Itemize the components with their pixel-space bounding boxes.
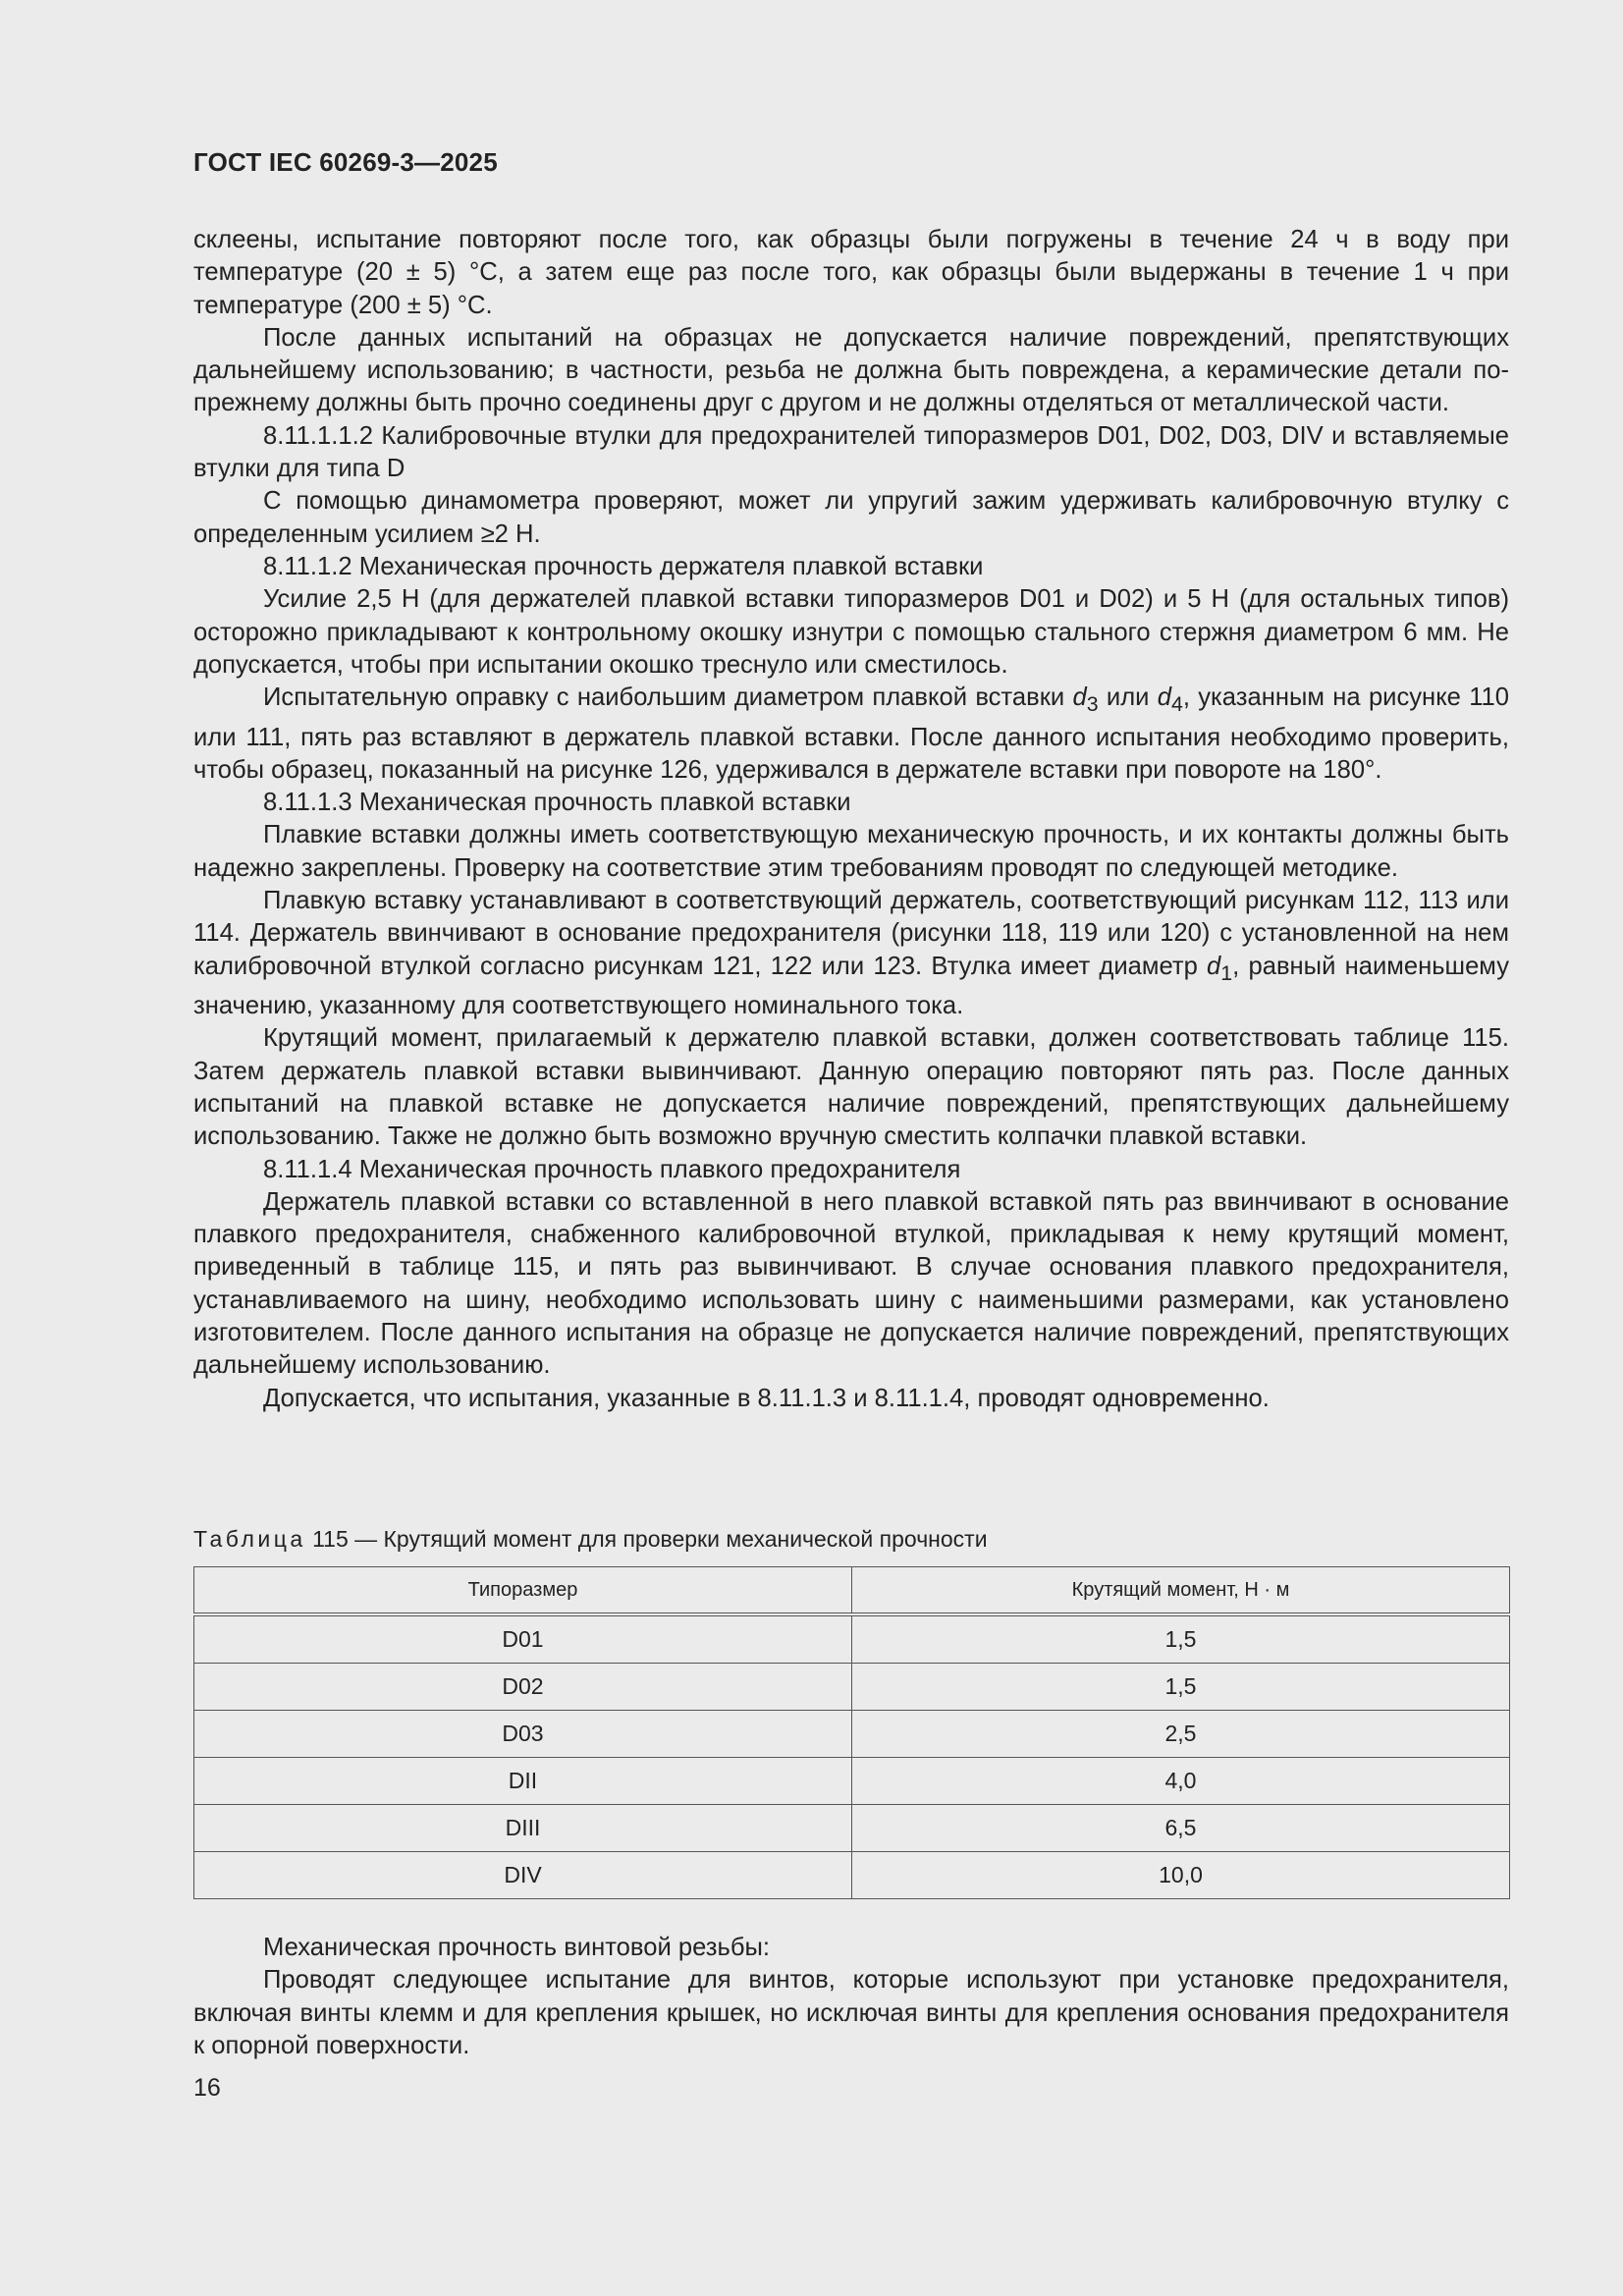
clause-8-11-1-1-2-heading: 8.11.1.1.2 Калибровочные втулки для предохранителей типоразмеров D01, D02, D03, DIV и вставляемые втулки для типа D xyxy=(193,421,1509,483)
cell-torque: 1,5 xyxy=(852,1614,1510,1664)
cell-torque: 1,5 xyxy=(852,1664,1510,1711)
cell-size: D01 xyxy=(194,1614,852,1664)
table-row xyxy=(194,1758,1510,1805)
clause-8-11-1-2-heading: 8.11.1.2 Механическая прочность держателя плавкой вставки xyxy=(263,552,984,580)
cell-torque: 10,0 xyxy=(852,1852,1510,1899)
cell-size: DIII xyxy=(194,1805,852,1852)
cell-size: D03 xyxy=(194,1711,852,1758)
table-caption: Таблица 115 — Крутящий момент для проверки механической прочности xyxy=(193,1526,988,1552)
page-number: 16 xyxy=(193,2074,221,2102)
paragraph-fuse-strength-test: Держатель плавкой вставки со вставленной в него плавкой вставкой пять раз ввинчивают в основание плавкого предохранителя, снабженного калибровочной втулкой, прикладывая к нему крутящий момент, приведенный в таблице 115, и пять раз вывинчивают. В случае основания плавкого предохранителя, устанавливаемого на шину, необходимо использовать шину с наименьшими размерами, как установлено изготовителем. После данного испытания на образце не допускается наличие повреждений, препятствующих дальнейшему использованию. xyxy=(193,1187,1509,1380)
paragraph-screw-thread-heading: Механическая прочность винтовой резьбы: xyxy=(263,1934,770,1961)
paragraph-torque: Крутящий момент, прилагаемый к держателю плавкой вставки, должен соответствовать таблице 115. Затем держатель плавкой вставки вывинчивают. Данную операцию повторяют пять раз. После данных испытаний на плавкой вставке не допускается наличие повреждений, препятствующих дальнейшему использованию. Также не должно быть возможно вручную сместить колпачки плавкой вставки. xyxy=(193,1024,1509,1151)
cell-torque: 6,5 xyxy=(852,1805,1510,1852)
table-row xyxy=(194,1664,1510,1711)
paragraph-screw-test: Проводят следующее испытание для винтов, которые используют при установке предохранителя, включая винты клемм и для крепления крышек, но исключая винты для крепления основания предохранителя к опорной поверхности. xyxy=(193,1966,1509,2059)
table-row xyxy=(194,1852,1510,1899)
paragraph-fuse-link-strength: Плавкие вставки должны иметь соответствующую механическую прочность, и их контакты должны быть надежно закреплены. Проверку на соответствие этим требованиям проводят по следующей методике. xyxy=(193,821,1509,882)
header-torque: Крутящий момент, Н · м xyxy=(852,1567,1510,1615)
clause-8-11-1-3-heading: 8.11.1.3 Механическая прочность плавкой вставки xyxy=(263,789,851,817)
table-row xyxy=(194,1711,1510,1758)
cell-torque: 4,0 xyxy=(852,1758,1510,1805)
cell-size: D02 xyxy=(194,1664,852,1711)
paragraph-force-test: Усилие 2,5 Н (для держателей плавкой вставки типоразмеров D01 и D02) и 5 Н (для остальных типов) осторожно прикладывают к контрольному окошку изнутри с помощью стального стержня диаметром 6 мм. Не допускается, чтобы при испытании окошко треснуло или сместилось. xyxy=(193,585,1509,679)
torque-table xyxy=(193,1566,1510,1899)
clause-8-11-1-4-heading: 8.11.1.4 Механическая прочность плавкого предохранителя xyxy=(263,1155,961,1183)
document-body xyxy=(193,224,1509,1415)
paragraph-simultaneous-tests: Допускается, что испытания, указанные в 8.11.1.3 и 8.11.1.4, проводят одновременно. xyxy=(263,1384,1270,1412)
cell-size: DII xyxy=(194,1758,852,1805)
table-row xyxy=(194,1614,1510,1664)
table-row xyxy=(194,1805,1510,1852)
after-table-text xyxy=(193,1932,1509,2062)
paragraph-damage-requirements: После данных испытаний на образцах не допускается наличие повреждений, препятствующих дальнейшему использованию; в частности, резьба не должна быть повреждена, а керамические детали по-прежнему должны быть прочно соединены друг с другом и не должны отделяться от металлической части. xyxy=(193,323,1509,417)
document-header-title: ГОСТ IEC 60269-3—2025 xyxy=(193,147,498,177)
paragraph-continuation: склеены, испытание повторяют после того, как образцы были погружены в течение 24 ч в воду при температуре (20 ± 5) °С, а затем еще раз после того, как образцы были выдержаны в течение 1 ч при температуре (200 ± 5) °С. xyxy=(193,226,1509,319)
paragraph-dynamometer: С помощью динамометра проверяют, может ли упругий зажим удерживать калибровочную втулку с определенным усилием ≥2 Н. xyxy=(193,487,1509,548)
paragraph-mandrel-test: Испытательную оправку с наибольшим диаметром плавкой вставки $d_3$ или $d_4$, указанным на рисунке 110 или 111, пять раз вставляют в держатель плавкой вставки. После данного испытания необходимо проверить, чтобы образец, показанный на рисунке 126, удерживался в держателе вставки при повороте на 180°. xyxy=(193,683,1510,784)
paragraph-holder-install: Плавкую вставку устанавливают в соответствующий держатель, соответствующий рисункам 112, 113 или 114. Держатель ввинчивают в основание предохранителя (рисунки 118, 119 или 120) с установленной на нем калибровочной втулкой согласно рисункам 121, 122 или 123. Втулка имеет диаметр $d_1$, равный наименьшему значению, указанному для соответствующего номинального тока. xyxy=(193,887,1509,1020)
header-size: Типоразмер xyxy=(194,1567,852,1615)
table-header-row xyxy=(194,1567,1510,1615)
cell-size: DIV xyxy=(194,1852,852,1899)
cell-torque: 2,5 xyxy=(852,1711,1510,1758)
